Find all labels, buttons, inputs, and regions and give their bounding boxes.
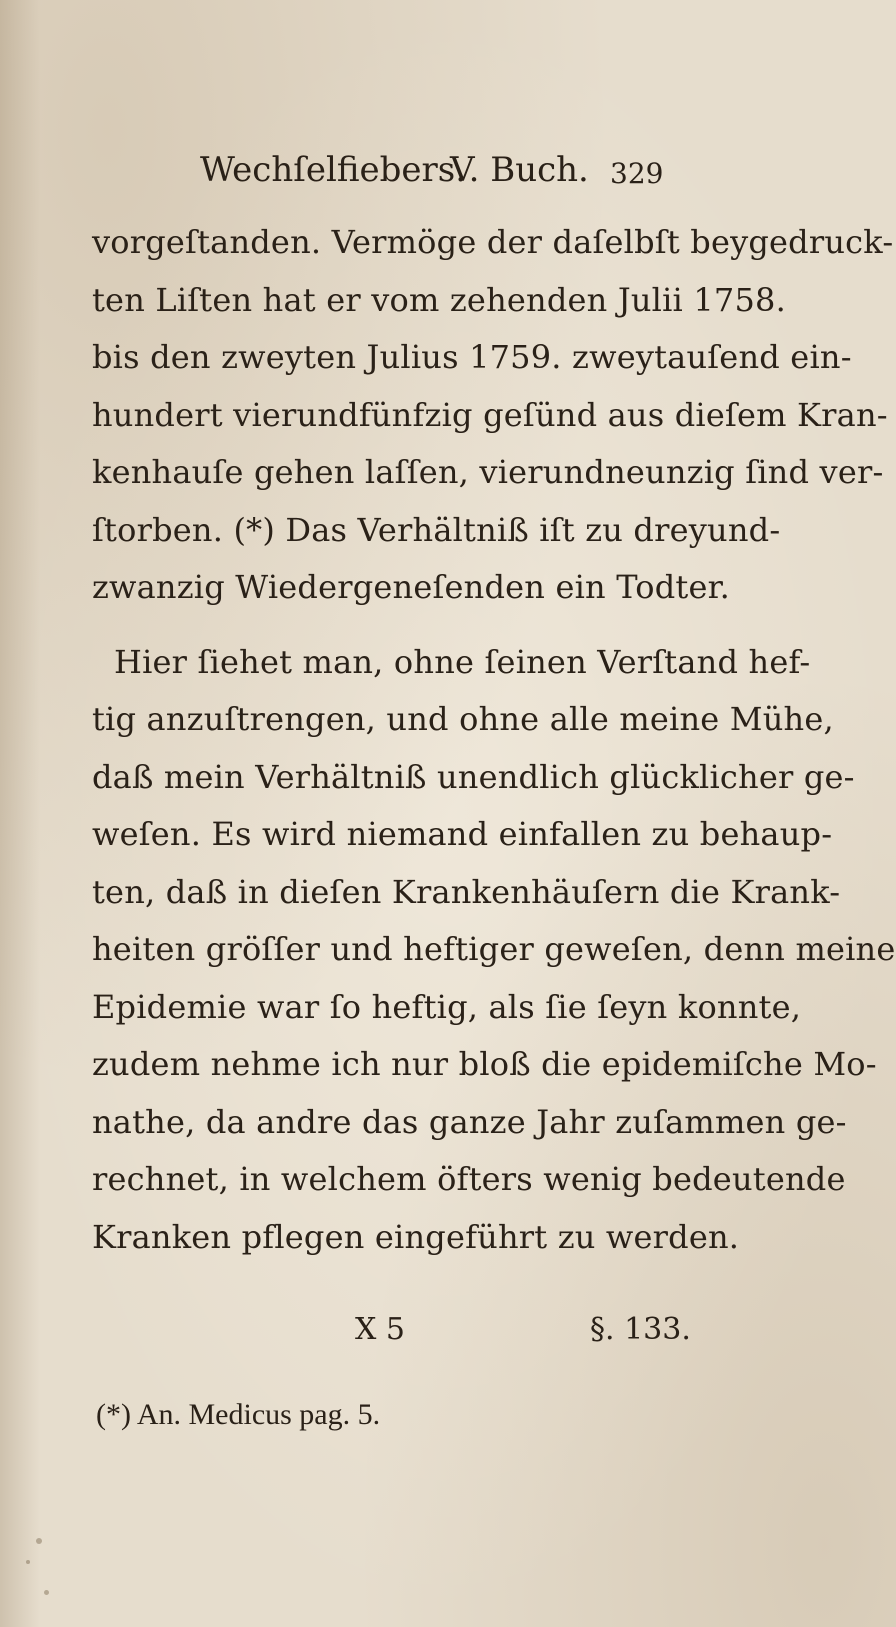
paper-speck	[44, 1590, 49, 1595]
page-number: 329	[610, 157, 664, 190]
text-line: tig anzuſtrengen, und ohne alle meine Mühe,	[92, 700, 834, 738]
text-line: daß mein Verhältniß unendlich glücklicher ge-	[92, 758, 855, 796]
text-line: zudem nehme ich nur bloß die epidemiſche Mo-	[92, 1045, 877, 1083]
text-line: ten, daß in dieſen Krankenhäuſern die Krank-	[92, 873, 841, 911]
text-line: Hier ſiehet man, ohne ſeinen Verſtand hef-	[114, 643, 811, 681]
text-line: ten Liſten hat er vom zehenden Julii 1758.	[92, 281, 786, 319]
text-line: Kranken pflegen eingeführt zu werden.	[92, 1218, 740, 1256]
text-line: ſtorben. (*) Das Verhältniß iſt zu dreyund-	[92, 511, 781, 549]
text-line: heiten gröſſer und heftiger geweſen, denn meine	[92, 930, 896, 968]
text-line: nathe, da andre das ganze Jahr zuſammen ge-	[92, 1103, 847, 1141]
text-line: rechnet, in welchem öfters wenig bedeutende	[92, 1160, 846, 1198]
text-line: bis den zweyten Julius 1759. zweytauſend ein-	[92, 338, 852, 376]
text-line: vorgeſtanden. Vermöge der daſelbſt beygedruck-	[92, 223, 894, 261]
running-head	[200, 148, 680, 192]
running-head-book: V. Buch.	[450, 150, 589, 190]
text-line: kenhauſe gehen laſſen, vierundneunzig ſind ver-	[92, 453, 884, 491]
text-line: weſen. Es wird niemand einfallen zu behaup-	[92, 815, 833, 853]
running-head-title: Wechſelfiebers.	[200, 150, 467, 190]
paper-speck	[36, 1538, 42, 1544]
catchword: §. 133.	[590, 1312, 691, 1347]
text-line: Epidemie war ſo heftig, als ſie ſeyn konnte,	[92, 988, 802, 1026]
signature-mark: X 5	[355, 1312, 405, 1347]
footnote: (*) An. Medicus pag. 5.	[96, 1398, 381, 1431]
text-line: zwanzig Wiedergeneſenden ein Todter.	[92, 568, 730, 606]
paper-speck	[26, 1560, 30, 1564]
text-line: hundert vierundfünfzig geſünd aus dieſem Kran-	[92, 396, 888, 434]
page-edge-stain	[0, 0, 40, 1627]
